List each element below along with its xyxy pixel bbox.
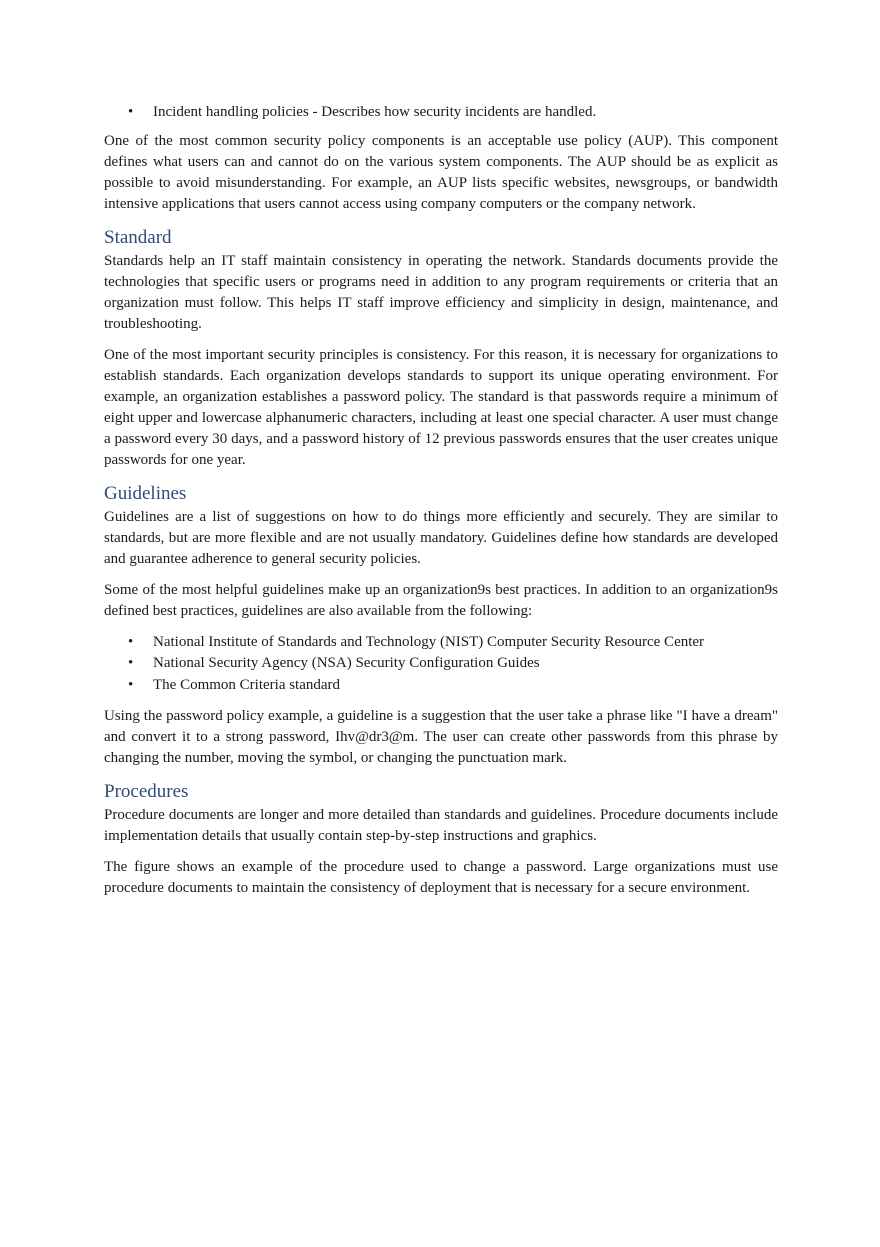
- procedures-paragraph: Procedure documents are longer and more detailed than standards and guidelines. Procedure documents include implementation details that usually contain step-by-step instructions and graphics.: [104, 807, 778, 844]
- procedures-heading: Procedures: [104, 781, 189, 802]
- list-item: [104, 632, 778, 654]
- guidelines-paragraph: Some of the most helpful guidelines make up an organization9s best practices. In addition to an organization9s defined best practices, guidelines are also available from the following:: [104, 581, 778, 619]
- guidelines-paragraph: Guidelines are a list of suggestions on how to do things more efficiently and securely. They are similar to standards, but are more flexible and are not usually mandatory. Guidelines define how standards are developed and guarantee adherence to general security policies.: [104, 508, 778, 567]
- bullet-icon: •: [128, 655, 134, 671]
- list-item: [104, 675, 778, 697]
- list-item: [104, 653, 778, 675]
- list-item-text: The Common Criteria standard: [153, 676, 341, 693]
- standard-paragraph: One of the most important security principles is consistency. For this reason, it is necessary for organizations to establish standards. Each organization develops standards to support its unique operating environment. For example, an organization establishes a password policy. The standard is that passwords require a minimum of eight upper and lowercase alphanumeric characters, including at least one special character. A user must change a password every 30 days, and a password history of 12 previous passwords ensures that the user creates unique passwords for one year.: [104, 346, 778, 468]
- list-item-text: National Institute of Standards and Technology (NIST) Computer Security Resource Center: [153, 633, 705, 650]
- standard-heading: Standard: [104, 226, 172, 248]
- document-page: [104, 102, 778, 909]
- list-item-text: National Security Agency (NSA) Security Configuration Guides: [153, 655, 540, 671]
- procedures-paragraph: The figure shows an example of the procedure used to change a password. Large organizations must use procedure documents to maintain the consistency of deployment that is necessary for a secure environment.: [104, 859, 778, 896]
- list-item: [104, 102, 778, 124]
- bullet-icon: •: [128, 104, 134, 120]
- aup-paragraph: One of the most common security policy components is an acceptable use policy (AUP). This component defines what users can and cannot do on the various system components. The AUP should be as explicit as possible to avoid misunderstanding. For example, an AUP lists specific websites, newsgroups, or bandwidth intensive applications that users cannot access using company computers or the company network.: [104, 132, 778, 212]
- guidelines-closing-paragraph: Using the password policy example, a guideline is a suggestion that the user take a phrase like "I have a dream" and convert it to a strong password, Ihv@dr3@m. The user can create other passwords from this phrase by changing the number, moving the symbol, or changing the punctuation mark.: [104, 708, 778, 766]
- standard-paragraph: Standards help an IT staff maintain consistency in operating the network. Standards documents provide the technologies that specific users or programs need in addition to any program requirements or criteria that an organization must follow. This helps IT staff improve efficiency and simplicity in design, maintenance, and troubleshooting.: [104, 252, 778, 332]
- bullet-icon: •: [128, 633, 134, 650]
- guidelines-heading: Guidelines: [104, 482, 187, 504]
- guidelines-bullet-list: [104, 632, 778, 697]
- list-item-text: Incident handling policies - Describes how security incidents are handled.: [153, 104, 597, 120]
- intro-bullet-list: [104, 102, 778, 124]
- bullet-icon: •: [128, 676, 134, 693]
